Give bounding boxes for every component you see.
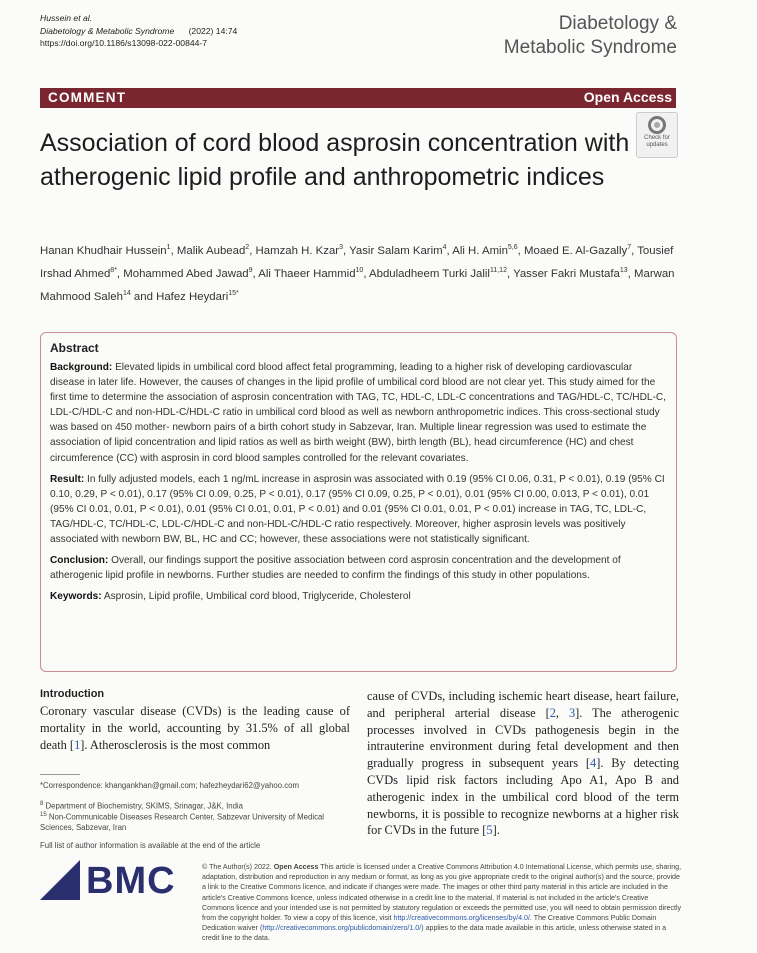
author-name: Tousief Irshad Ahmed xyxy=(40,244,674,280)
article-type: COMMENT xyxy=(48,90,127,105)
ref-link[interactable]: 4 xyxy=(590,756,597,771)
article-type-banner xyxy=(40,88,676,108)
check-updates-label: Check for updates xyxy=(644,135,670,148)
journal-name xyxy=(504,12,677,60)
author-affiliation-marker: 5,6 xyxy=(507,244,518,251)
article-title: Association of cord blood asprosin concentration with atherogenic lipid profile and anthropometric indices xyxy=(40,129,630,191)
journal-short: Diabetology & Metabolic Syndrome xyxy=(40,25,175,36)
year-info: (2022) 14:74 xyxy=(188,25,238,36)
bmc-logo-mark xyxy=(40,860,80,900)
author-affiliation-marker: 2 xyxy=(245,244,250,251)
doi-link[interactable]: https://doi.org/10.1186/s13098-022-00844-7 xyxy=(40,38,208,48)
ref-link[interactable]: 1 xyxy=(74,737,81,752)
intro-heading: Introduction xyxy=(40,688,105,700)
bmc-logo-text: BMC xyxy=(86,860,176,902)
ref-link[interactable]: 3 xyxy=(568,705,576,720)
author-affiliation-marker: 9 xyxy=(248,266,253,274)
check-for-updates-badge[interactable] xyxy=(636,112,678,158)
author-name: Hamzah H. Kzar xyxy=(255,244,340,257)
affiliation-note-8: $^8$ Department of Biochemistry, SKIMS, Srinagar, J&K, India xyxy=(40,801,243,811)
author-affiliation-marker: 10 xyxy=(355,266,364,274)
license-text: © The Author(s) 2022. Open Access This article is licensed under a Creative Commons Attribution 4.0 International License, which permits use, sharing, adaptation, distribution and reproduction in any medium or format, as long as you give appropriate credit to the original author(s) and the source, provide a link to the Creative Commons licence, and indicate if changes were made. The images or other third party material in this article are included in the article's Creative Commons licence, unless indicated otherwise in a credit line to the material. If material is not included in the article's Creative Commons licence and your intended use is not permitted by statutory regulation or exceeds the permitted use, you will need to obtain permission directly from the copyright holder. To view a copy of this licence, visit http://creativecommons.org/licenses/by/4.0/. The Creative Commons Public Domain Dedication waiver (http://creativecommons.org/publicdomain/zero/1.0/) applies to the data made available in this article, unless otherwise stated in a credit line to the data. xyxy=(202,863,682,943)
author-name: Malik Aubead xyxy=(176,244,246,257)
abstract-heading: Abstract xyxy=(50,341,99,355)
author-affiliation-marker: 13 xyxy=(619,266,628,274)
author-name: Abduladheem Turki Jalil xyxy=(369,267,490,280)
author-name: Moaed E. Al-Gazally xyxy=(524,244,628,257)
license-url-link[interactable]: http://creativecommons.org/licenses/by/4.0/ xyxy=(393,914,530,923)
author-short: Hussein et al. xyxy=(40,13,93,23)
footnote-divider xyxy=(40,774,80,775)
abstract-background: Background: Elevated lipids in umbilical cord blood affect fetal programming, leading to a higher risk of developing cardiovascular disease in later life. However, the causes of changes in the lipid profile of umbilical cord blood are not clear yet. This study aimed for the first time to determine the association of asprosin concentration with TAG, TC, HDL-C, LDL-C concentrations and TAG/HDL-C, TC/HDL-C, LDL-C/HDL-C and non-HDL-C/HDL-C ratio in umbilical cord blood as well as newborn anthropometric indices. This cross-sectional study was based on 450 mother- newborn pairs of a birth cohort study in Sabzevar, Iran. Multiple linear regression was used to estimate the association of lipid concentration and lipid ratios as well as birth weight (BW), birth length (BL), head circumference (HC) and chest circumference (CC) with asprosin in cord blood samples controlled for the relevant covariates. xyxy=(50,362,666,464)
author-affiliation-marker: 11,12 xyxy=(489,266,507,274)
ref-link[interactable]: 2 xyxy=(549,705,556,720)
author-affiliation-marker: 4 xyxy=(442,244,447,251)
intro-text-right: cause of CVDs, including ischemic heart disease, heart failure, and peripheral arterial disease [2, 3]. The atherogenic processes involved in CVDs pathogenesis begin in the intrauterine environment during fetal development and then gradually progress in subsequent years [4]. By detecting CVDs lipid risk factors including Apo A1, Apo B and atherogenic index in the umbilical cord blood of the term newborns, it is possible to recognize newborns at a higher risk for CVDs in the future [5]. xyxy=(367,689,680,838)
author-list: Hanan Khudhair Hussein$^1$, Malik Aubead$^2$, Hamzah H. Kzar$^3$, Yasir Salam Karim$^4$, Ali H. Amin$^{5,6}$, Moaed E. Al-Gazally$^7$, Tousief Irshad Ahmed$^{8*}$, Mohammed Abed Jawad$^9$, Ali Thaeer Hammid$^{10}$, Abduladheem Turki Jalil$^{11,12}$, Yasser Fakri Mustafa$^{13}$, Marwan Mahmood Saleh$^{14}$ and Hafez Heydari$^{15*}$ xyxy=(40,244,675,303)
full-list-note: Full list of author information is available at the end of the article xyxy=(40,841,261,850)
author-name: Hafez Heydari xyxy=(156,290,229,303)
journal-line-2: Metabolic Syndrome xyxy=(503,37,677,58)
abstract-box xyxy=(40,332,677,672)
abstract-keywords: Keywords: Asprosin, Lipid profile, Umbilical cord blood, Triglyceride, Cholesterol xyxy=(50,591,411,603)
open-access-label: Open Access xyxy=(583,89,672,105)
author-name: Ali Thaeer Hammid xyxy=(258,267,356,280)
check-updates-icon xyxy=(648,116,666,134)
author-name: Ali H. Amin xyxy=(452,244,508,257)
abstract-conclusion: Conclusion: Overall, our findings support the positive association between cord asprosin concentration and the development of atherogenic lipid profile in newborns. Further studies are needed to confirm the findings of this study in other populations. xyxy=(50,555,621,582)
correspondence-note: *Correspondence: khangankhan@gmail.com; hafezheydari62@yahoo.com xyxy=(40,781,299,790)
author-name: Hanan Khudhair Hussein xyxy=(40,244,167,257)
author-name: Yasser Fakri Mustafa xyxy=(513,267,620,280)
intro-column-right xyxy=(367,688,679,839)
author-affiliation-marker: 3 xyxy=(339,244,344,251)
author-name: Yasir Salam Karim xyxy=(349,244,443,257)
author-affiliation-marker: 15* xyxy=(228,289,239,297)
affiliation-note-15: $^{15}$ Non-Communicable Diseases Research Center, Sabzevar University of Medical Sciences, Sabzevar, Iran xyxy=(40,812,325,832)
running-header xyxy=(40,12,237,50)
abstract-result: Result: In fully adjusted models, each 1 ng/mL increase in asprosin was associated with 0.19 (95% CI 0.06, 0.31, P < 0.01), 0.19 (95% CI 0.10, 0.29, P < 0.01), 0.17 (95% CI 0.09, 0.25, P < 0.01), 0.17 (95% CI 0.09, 0.25, P < 0.01), 0.01 (95% CI 0.00, 0.013, P < 0.01), 0.01 (95% CI 0.01, 0.01, P < 0.01), 0.01 (95% CI 0.01, 0.01, P < 0.01) and 0.01 (95% CI 0.01, 0.01, P < 0.01) increase in TAG, TC, LDL-C, TAG/HDL-C, TC/HDL-C, LDL-C/HDL-C and non-HDL-C/HDL-C ratio respectively. Moreover, higher asprosin levels was positively associated with newborn BW, BL, HC and CC; however, these associations were not statistically significant. xyxy=(50,473,665,546)
author-affiliation-marker: 1 xyxy=(166,244,171,251)
author-affiliation-marker: 14 xyxy=(122,289,131,297)
journal-line-1: Diabetology & xyxy=(558,13,677,34)
author-name: Marwan Mahmood Saleh xyxy=(40,267,675,303)
waiver-url-link[interactable]: http://creativecommons.org/publicdomain/zero/1.0/ xyxy=(262,924,422,933)
author-affiliation-marker: 8* xyxy=(110,266,117,274)
ref-link[interactable]: 5 xyxy=(486,823,493,838)
intro-text-left: Coronary vascular disease (CVDs) is the leading cause of mortality in the world, accounting by 31.5% of all global death [1]. Atherosclerosis is the most common xyxy=(40,704,350,752)
author-affiliation-marker: 7 xyxy=(627,244,632,251)
intro-column-left xyxy=(40,688,350,753)
author-name: Mohammed Abed Jawad xyxy=(123,267,249,280)
